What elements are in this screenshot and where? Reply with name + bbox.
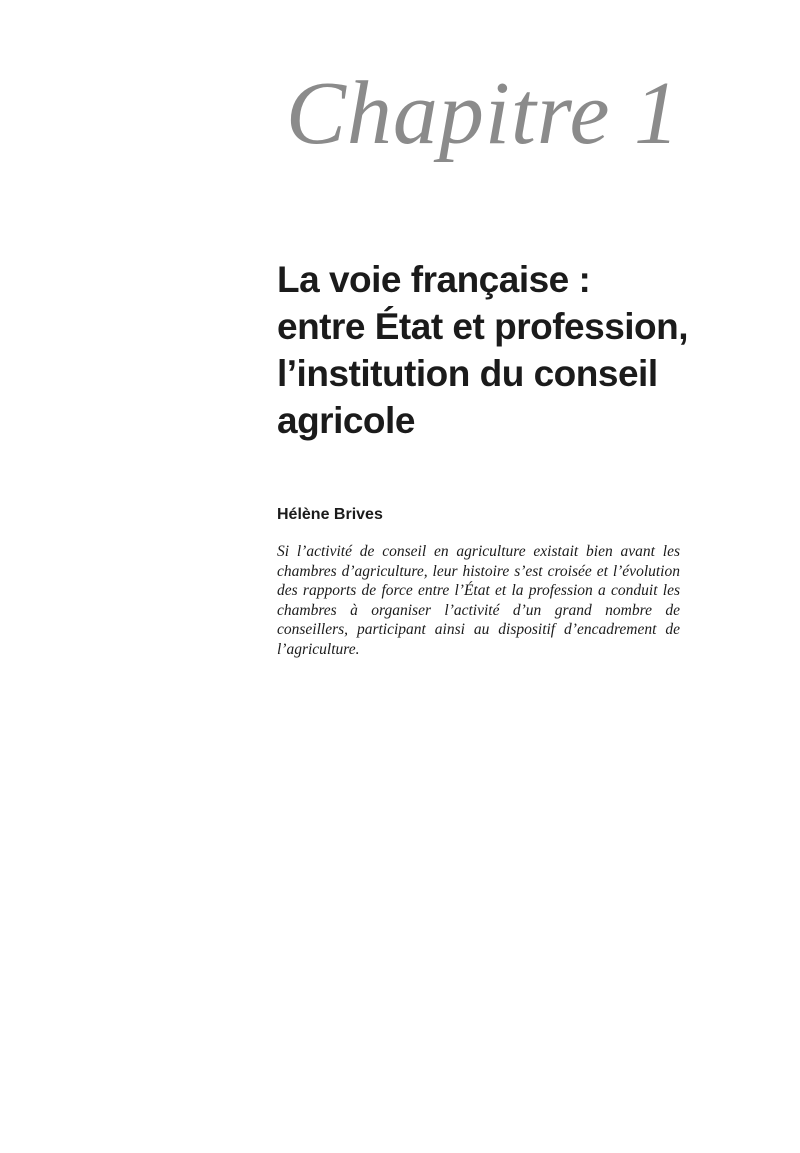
chapter-title-line-3: l’institution du conseil — [277, 353, 658, 394]
chapter-title-line-1: La voie française : — [277, 259, 591, 300]
chapter-title — [277, 256, 717, 444]
chapter-title-line-4: agricole — [277, 400, 415, 441]
chapter-number-heading: Chapitre 1 — [285, 64, 680, 163]
chapter-title-line-2: entre État et profession, — [277, 306, 689, 347]
abstract-paragraph: Si l’activité de conseil en agriculture existait bien avant les chambres d’agriculture, leur histoire s’est croisée et l’évolution des rapports de force entre l’État et la profession a conduit les chambres à organiser l’activité d’un grand nombre de conseillers, participant ainsi au dispositif d’encadrement de l’agriculture. — [277, 543, 680, 658]
author-name: Hélène Brives — [277, 506, 383, 523]
